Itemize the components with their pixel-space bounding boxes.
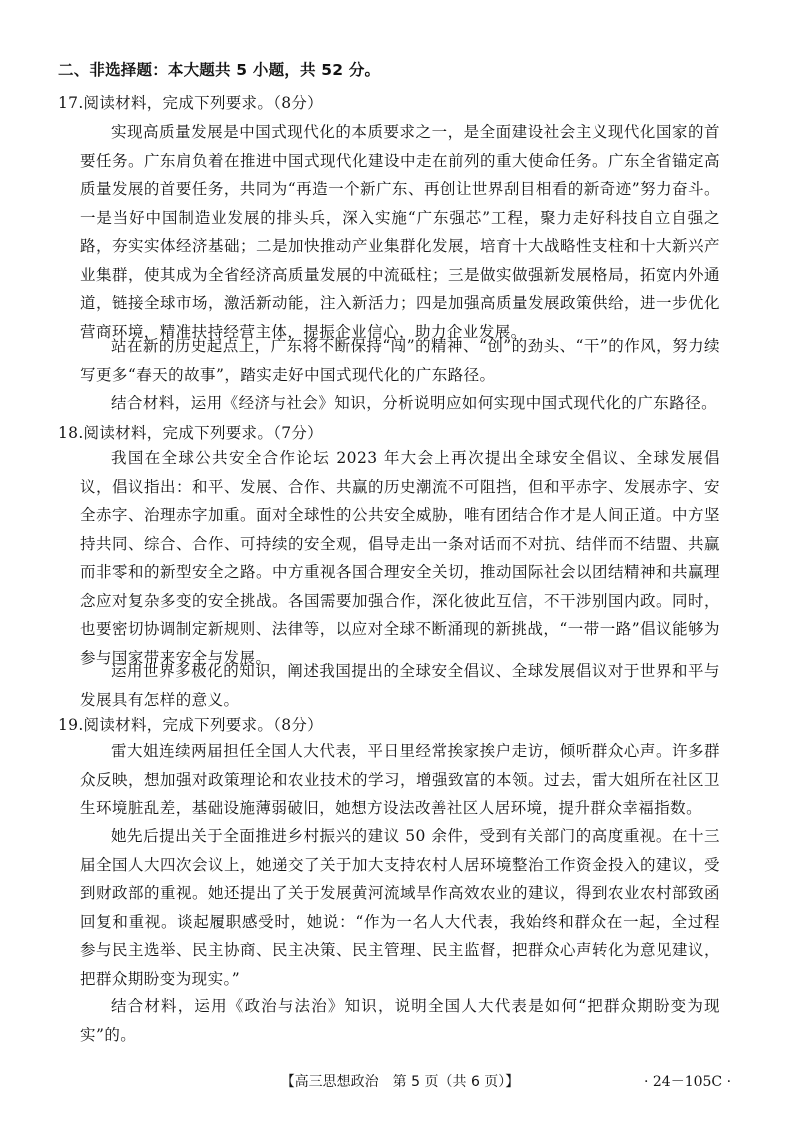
q17-title: 17.阅读材料，完成下列要求。（8分） bbox=[58, 94, 323, 112]
q17-material-paragraph-1: 实现高质量发展是中国式现代化的本质要求之一，是全面建设社会主义现代化国家的首要任务。广东肩负着在推进中国式现代化建设中走在前列的重大使命任务。广东全省锚定高质量发展的首要任务，共同为“再造一个新广东、再创让世界刮目相看的新奇迹”努力奋斗。一是当好中国制造业发展的排头兵，深入实施“广东强芯”工程，聚力走好科技自立自强之路，夯实实体经济基础；二是加快推动产业集群化发展，培育十大战略性支柱和十大新兴产业集群，使其成为全省经济高质量发展的中流砥柱；三是做实做强新发展格局，拓宽内外通道，链接全球市场，激活新动能，注入新活力；四是加强高质量发展政策供给，进一步优化营商环境，精准扶持经营主体，提振企业信心，助力企业发展。 bbox=[80, 123, 720, 341]
q19-title: 19.阅读材料，完成下列要求。（8分） bbox=[58, 716, 323, 734]
exam-code: · 24－105C · bbox=[644, 1074, 732, 1090]
q17-material-paragraph-2: 站在新的历史起点上，广东将不断保持“闯”的精神、“创”的劲头、“干”的作风，努力续写更多“春天的故事”，踏实走好中国式现代化的广东路径。 bbox=[80, 337, 720, 384]
q18-material-paragraph-1: 我国在全球公共安全合作论坛 2023 年大会上再次提出全球安全倡议、全球发展倡议，倡议指出：和平、发展、合作、共赢的历史潮流不可阻挡，但和平赤字、发展赤字、安全赤字、治理赤字加重。面对全球性的公共安全威胁，唯有团结合作才是人间正道。中方坚持共同、综合、合作、可持续的安全观，倡导走出一条对话而不对抗、结伴而不结盟、共赢而非零和的新型安全之路。中方重视各国合理安全关切，推动国际社会以团结精神和共赢理念应对复杂多变的安全挑战。各国需要加强合作，深化彼此互信，不干涉别国内政。同时，也要密切协调制定新规则、法律等，以应对全球不断涌现的新挑战，“一带一路”倡议能够为参与国家带来安全与发展。 bbox=[80, 449, 720, 667]
q18-title: 18.阅读材料，完成下列要求。（7分） bbox=[58, 424, 323, 442]
q18-question: 运用世界多极化的知识，阐述我国提出的全球安全倡议、全球发展倡议对于世界和平与发展具有怎样的意义。 bbox=[80, 662, 720, 709]
page-footer: 【高三思想政治 第 5 页（共 6 页）】 bbox=[280, 1074, 520, 1090]
q19-material-paragraph-2: 她先后提出关于全面推进乡村振兴的建议 50 余件，受到有关部门的高度重视。在十三届全国人大四次会议上，她递交了关于加大支持农村人居环境整治工作资金投入的建议，受到财政部的重视。她还提出了关于发展黄河流域旱作高效农业的建议，得到农业农村部致函回复和重视。谈起履职感受时，她说：“作为一名人大代表，我始终和群众在一起，全过程参与民主选举、民主协商、民主决策、民主管理、民主监督，把群众心声转化为意见建议，把群众期盼变为现实。” bbox=[80, 827, 720, 988]
q17-question: 结合材料，运用《经济与社会》知识，分析说明应如何实现中国式现代化的广东路径。 bbox=[111, 394, 718, 412]
q19-material-paragraph-1: 雷大姐连续两届担任全国人大代表，平日里经常挨家挨户走访，倾听群众心声。许多群众反映，想加强对政策理论和农业技术的学习，增强致富的本领。过去，雷大姐所在社区卫生环境脏乱差，基础设施薄弱破旧，她想方设法改善社区人居环境，提升群众幸福指数。 bbox=[80, 742, 720, 817]
section-header: 二、非选择题：本大题共 5 小题，共 52 分。 bbox=[58, 61, 381, 79]
q19-question: 结合材料，运用《政治与法治》知识，说明全国人大代表是如何“把群众期盼变为现实”的。 bbox=[80, 997, 720, 1044]
